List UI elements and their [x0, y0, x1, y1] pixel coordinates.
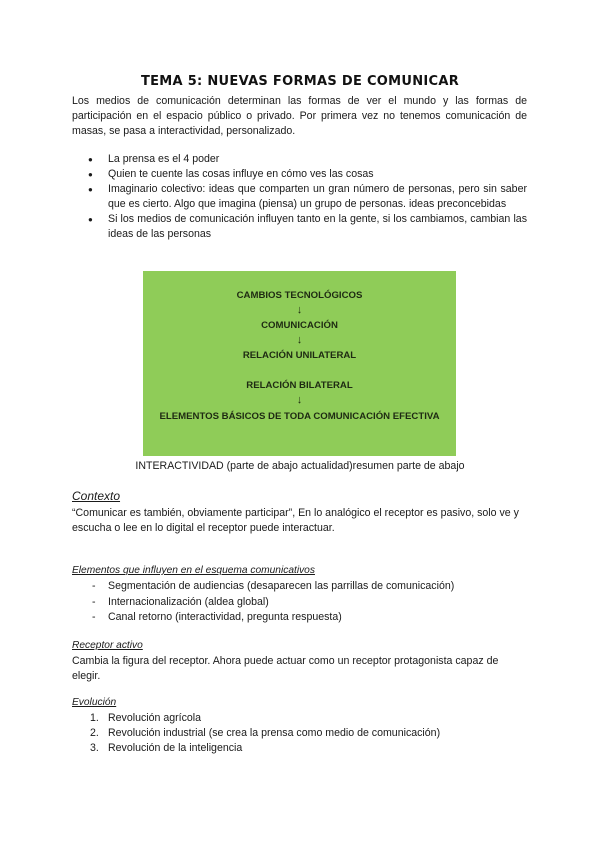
list-number: 3. — [90, 742, 99, 754]
list-text: Revolución industrial (se crea la prensa como medio de comunicación) — [108, 727, 441, 739]
arrow-down-icon: ↓ — [296, 334, 303, 346]
list-text: Revolución de la inteligencia — [108, 742, 243, 754]
bullet-item: ● Imaginario colectivo: ideas que comparten un gran número de personas, pero sin saber que es cierto. Algo que imagina (piensa) un grupo de personas. ideas preconcebidas — [72, 182, 527, 212]
diagram-step-comunicacion: COMUNICACIÓN — [261, 320, 338, 331]
list-item — [72, 726, 527, 741]
intro-paragraph: Los medios de comunicación determinan las formas de ver el mundo y las formas de participación en el espacio público o privado. Por primera vez no tenemos comunicación de masas, se pasa a interactividad, personalizado. — [72, 95, 527, 137]
arrow-down-icon: ↓ — [296, 394, 303, 406]
list-item: - Segmentación de audiencias (desaparecen las parrillas de comunicación) — [72, 579, 527, 595]
bullet-list — [72, 152, 527, 242]
receptor-paragraph: Cambia la figura del receptor. Ahora puede actuar como un receptor protagonista capaz de elegir. — [72, 655, 499, 682]
diagram-step-unilateral: RELACIÓN UNILATERAL — [242, 350, 357, 361]
list-text: Revolución agrícola — [108, 712, 202, 724]
diagram-step-elementos: ELEMENTOS BÁSICOS DE TODA COMUNICACIÓN EFECTIVA — [159, 411, 440, 422]
section-heading-evolucion: Evolución — [72, 697, 117, 708]
list-number: 1. — [90, 712, 99, 724]
elementos-list — [72, 579, 527, 626]
bullet-item: ● La prensa es el 4 poder — [72, 152, 527, 167]
diagram-step-cambios: CAMBIOS TECNOLÓGICOS — [236, 290, 363, 301]
bullet-item: ● Quien te cuente las cosas influye en cómo ves las cosas — [72, 167, 527, 182]
arrow-down-icon: ↓ — [296, 304, 303, 316]
evolucion-list — [72, 711, 527, 756]
section-heading-contexto: Contexto — [72, 489, 121, 503]
section-heading-receptor: Receptor activo — [72, 640, 143, 651]
page-title: TEMA 5: NUEVAS FORMAS DE COMUNICAR — [140, 74, 460, 89]
list-item: - Canal retorno (interactividad, pregunta respuesta) — [72, 610, 527, 626]
list-number: 2. — [90, 727, 99, 739]
list-item: - Internacionalización (aldea global) — [72, 595, 527, 611]
diagram-caption: INTERACTIVIDAD (parte de abajo actualidad)resumen parte de abajo — [135, 460, 465, 472]
bullet-item: ● Si los medios de comunicación influyen tanto en la gente, si los cambiamos, cambian las ideas de las personas — [72, 212, 527, 242]
flow-diagram — [143, 271, 456, 456]
list-item — [72, 711, 527, 726]
section-heading-elementos: Elementos que influyen en el esquema comunicativos — [72, 565, 315, 576]
contexto-paragraph: “Comunicar es también, obviamente participar”, En lo analógico el receptor es pasivo, solo ve y escucha o lee en lo digital el receptor puede interactuar. — [72, 507, 519, 534]
diagram-step-bilateral: RELACIÓN BILATERAL — [246, 380, 353, 391]
list-item — [72, 741, 527, 756]
